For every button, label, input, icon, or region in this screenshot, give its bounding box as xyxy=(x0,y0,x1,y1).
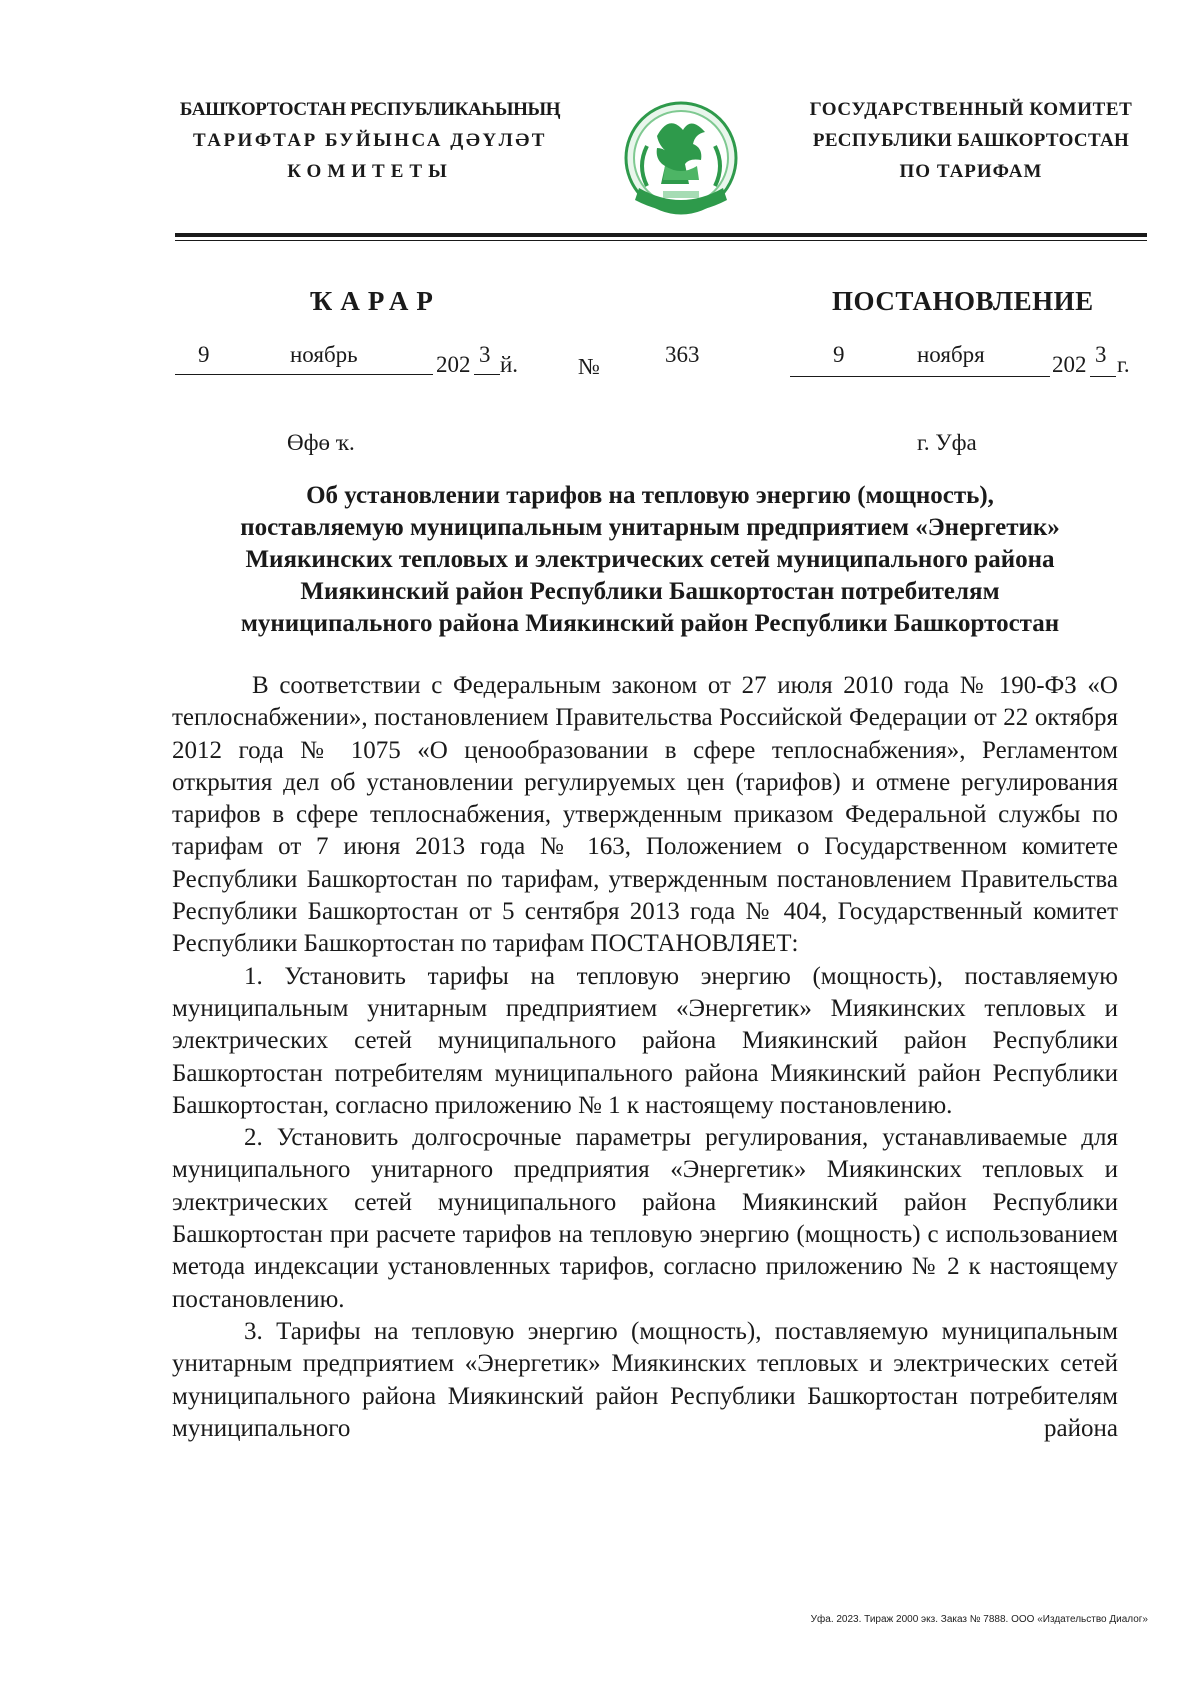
header-russian-line-3: ПО ТАРИФАМ xyxy=(899,161,1043,182)
document-title xyxy=(170,480,1130,640)
header-bashkir-line-2: ТАРИФТАР БУЙЫНСА ДӘҮЛӘТ xyxy=(193,130,547,151)
date-left-year-underline xyxy=(474,374,500,375)
coat-of-arms-emblem xyxy=(617,96,745,230)
date-left-month: ноябрь xyxy=(290,342,358,367)
date-left-year-digit: 3 xyxy=(479,342,491,367)
number-sign: № xyxy=(578,354,600,379)
title-line-1: Об установлении тарифов на тепловую энергию (мощность), xyxy=(306,482,994,509)
date-right-year-digit: 3 xyxy=(1095,342,1107,367)
city-russian: г. Уфа xyxy=(917,430,977,455)
header-russian-line-1: ГОСУДАРСТВЕННЫЙ КОМИТЕТ xyxy=(809,99,1133,120)
header-rule-thin xyxy=(175,240,1147,241)
title-line-5: муниципального района Миякинский район Республики Башкортостан xyxy=(240,610,1060,637)
date-left-year-suffix: й. xyxy=(500,352,519,377)
paragraph-item-2: 2. Установить долгосрочные параметры регулирования, устанавливаемые для муниципального унитарного предприятия «Энергетик» Миякинских тепловых и электрических сетей муниципального района Миякинский район Республики Башкортостан при расчете тарифов на тепловую энергию (мощность) с использованием метода индексации установленных тарифов, согласно приложению № 2 к настоящему постановлению. xyxy=(172,1124,1118,1313)
date-left-year-prefix: 202 xyxy=(436,352,471,377)
paragraph-preamble: В соответствии с Федеральным законом от 27 июля 2010 года № 190-ФЗ «О теплоснабжении», постановлением Правительства Российской Федерации от 22 октября 2012 года № 1075 «О ценообразовании в сфере теплоснабжения», Регламентом открытия дел об установлении регулируемых цен (тарифов) и отмене регулирования тарифов в сфере теплоснабжения, утвержденным приказом Федеральной службы по тарифам от 7 июня 2013 года № 163, Положением о Государственном комитете Республики Башкортостан по тарифам, утвержденным постановлением Правительства Республики Башкортостан от 5 сентября 2013 года № 404, Государственный комитет Республики Башкортостан по тарифам ПОСТАНОВЛЯЕТ: xyxy=(172,672,1118,958)
date-right-month: ноября xyxy=(917,342,985,367)
paragraph-item-1: 1. Установить тарифы на тепловую энергию (мощность), поставляемую муниципальным унитарным предприятием «Энергетик» Миякинских тепловых и электрических сетей муниципального района Миякинский район Республики Башкортостан потребителям муниципального района Миякинский район Республики Башкортостан, согласно приложению № 1 к настоящему постановлению. xyxy=(172,962,1118,1119)
header-rule-thick xyxy=(175,233,1147,237)
header-bashkir-line-1: БАШҠОРТОСТАН РЕСПУБЛИКАҺЫНЫҢ xyxy=(179,99,561,120)
date-right-underline xyxy=(790,376,1050,377)
document-body xyxy=(172,670,1118,1445)
header-russian xyxy=(786,94,1156,187)
document-number: 363 xyxy=(665,342,700,367)
header-russian-line-2: РЕСПУБЛИКИ БАШКОРТОСТАН xyxy=(812,130,1130,151)
date-right-year-prefix: 202 xyxy=(1052,352,1087,377)
header-bashkir xyxy=(165,94,575,187)
date-left-day: 9 xyxy=(198,342,210,367)
title-line-4: Миякинский район Республики Башкортостан потребителям xyxy=(300,578,1000,605)
title-line-3: Миякинских тепловых и электрических сетей муниципального района xyxy=(245,546,1055,573)
paragraph-item-3: 3. Тарифы на тепловую энергию (мощность), поставляемую муниципальным унитарным предприятием «Энергетик» Миякинских тепловых и электрических сетей муниципального района Миякинский район Республики Башкортостан потребителям муниципального района xyxy=(172,1317,1118,1442)
date-right-day: 9 xyxy=(833,342,845,367)
doc-type-russian: ПОСТАНОВЛЕНИЕ xyxy=(832,286,1094,316)
city-bashkir: Өфө ҡ. xyxy=(287,430,355,455)
title-line-2: поставляемую муниципальным унитарным предприятием «Энергетик» xyxy=(240,514,1060,541)
printer-footer: Уфа. 2023. Тираж 2000 экз. Заказ № 7888. ООО «Издательство Диалог» xyxy=(810,1614,1148,1625)
date-right-year-suffix: г. xyxy=(1117,352,1130,377)
header-bashkir-line-3: КОМИТЕТЫ xyxy=(287,161,453,182)
date-right-year-underline xyxy=(1090,376,1116,377)
date-left-underline xyxy=(175,374,433,375)
doc-type-bashkir: ҠАРАР xyxy=(310,286,441,316)
